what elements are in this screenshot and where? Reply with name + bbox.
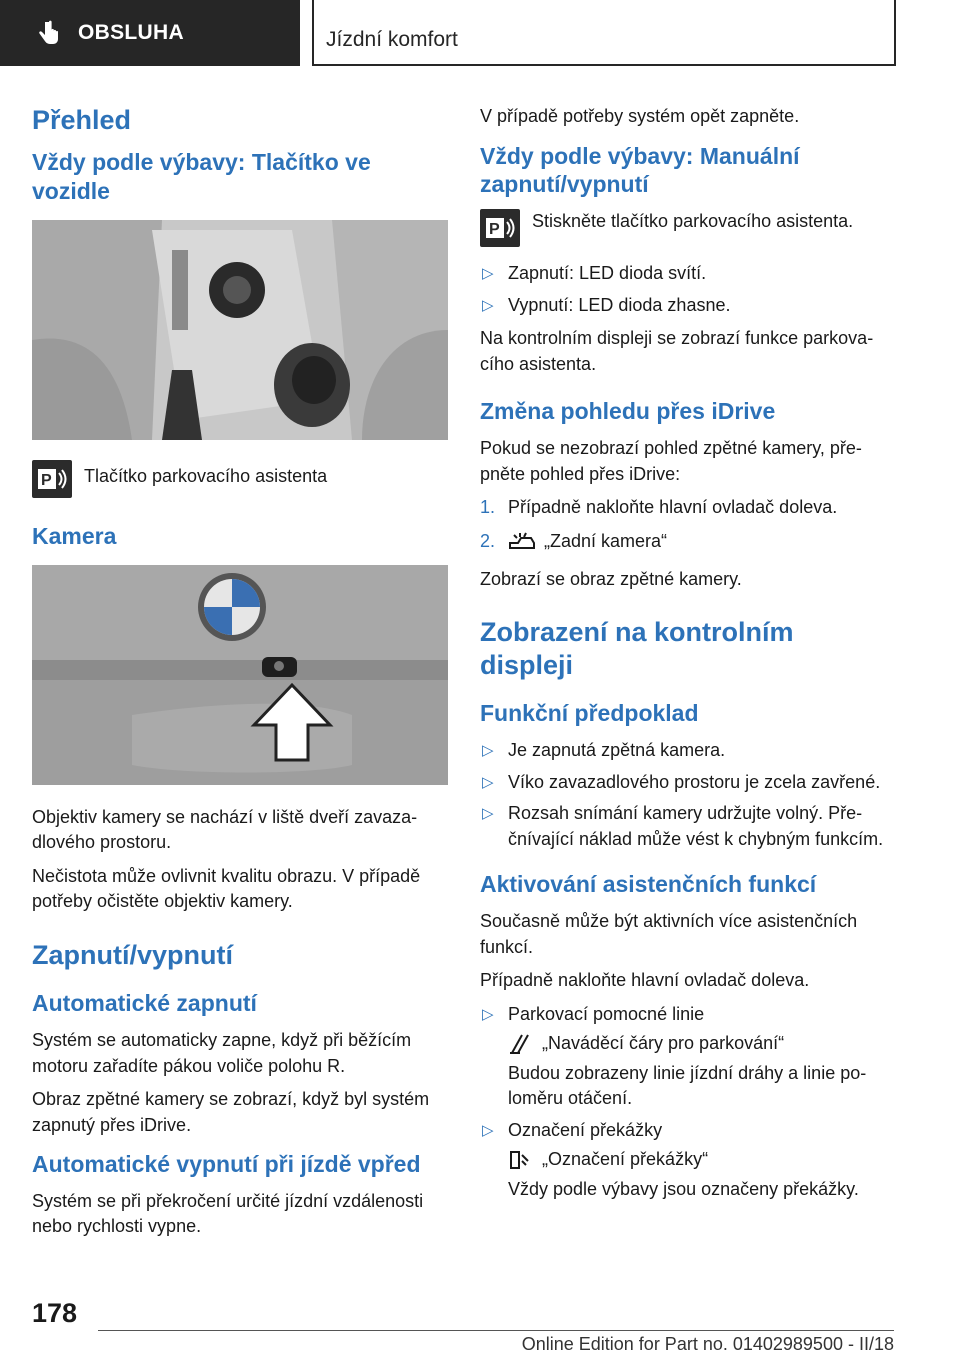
button-caption-row bbox=[32, 460, 448, 498]
heading-precondition: Funkční předpoklad bbox=[480, 700, 699, 727]
list-item: ▷ Rozsah snímání kamery udržujte volný. Přečnívající náklad může vést k chybným funkcím. bbox=[482, 803, 884, 849]
manual-caption: Stiskněte tlačítko parkovacího asistenta. bbox=[532, 211, 854, 232]
parking-assist-icon bbox=[32, 460, 72, 498]
bullet-triangle-icon: ▷ bbox=[482, 742, 494, 760]
heading-button: Vždy podle výbavy: Tlačítko ve vozidle bbox=[32, 149, 371, 205]
footer-divider bbox=[98, 1330, 894, 1331]
heading-auto-off: Automatické vypnutí při jízdě vpřed bbox=[32, 1151, 421, 1178]
auto-on-text-1: Systém se automaticky zapne, když při běžícím motoru zařadíte pákou voliče polohu R. bbox=[32, 1029, 412, 1076]
list-item: ▷ Je zapnutá zpětná kamera. bbox=[482, 740, 726, 761]
camera-photo bbox=[32, 565, 448, 785]
heading-view: Změna pohledu přes iDrive bbox=[480, 398, 776, 425]
heading-onoff: Zapnutí/vypnutí bbox=[32, 939, 233, 970]
bullet-triangle-icon: ▷ bbox=[482, 1005, 494, 1023]
parking-lines-icon bbox=[508, 1033, 534, 1055]
heading-overview: Přehled bbox=[32, 105, 132, 135]
svg-text:P: P bbox=[489, 221, 500, 239]
page-number: 178 bbox=[32, 1298, 78, 1328]
heading-auto-on: Automatické zapnutí bbox=[32, 990, 257, 1017]
heading-display: Zobrazení na kontrolním displeji bbox=[480, 617, 794, 680]
svg-text:P: P bbox=[41, 471, 52, 489]
list-item: 2. „Zadní kamera“ bbox=[480, 530, 668, 551]
auto-off-text: Systém se při překročení určité jízdní vzdálenosti nebo rychlosti vypne. bbox=[32, 1190, 424, 1237]
list-item: 1. Případně nakloňte hlavní ovladač doleva. bbox=[480, 497, 838, 518]
section-title: OBSLUHA bbox=[78, 21, 184, 44]
parking-assist-icon bbox=[480, 209, 520, 247]
bullet-triangle-icon: ▷ bbox=[482, 296, 494, 314]
chapter-title: Jízdní komfort bbox=[326, 28, 458, 51]
heading-camera: Kamera bbox=[32, 522, 117, 549]
hand-icon bbox=[36, 20, 62, 46]
manual-text: Na kontrolním displeji se zobrazí funkce parkovacího asistenta. bbox=[480, 328, 874, 374]
button-caption: Tlačítko parkovacího asistenta bbox=[84, 465, 328, 486]
section-tab bbox=[0, 0, 300, 66]
assist-list bbox=[480, 1002, 894, 1203]
view-steps bbox=[480, 495, 894, 559]
console-photo bbox=[32, 220, 448, 440]
right-column bbox=[480, 96, 894, 1210]
heading-assist: Aktivování asistenčních funkcí bbox=[480, 871, 817, 898]
list-item: ▷ Zapnutí: LED dioda svítí. bbox=[482, 263, 707, 284]
auto-on-text-2: Obraz zpětné kamery se zobrazí, když byl systém zapnutý přes iDrive. bbox=[32, 1089, 430, 1135]
rear-camera-icon bbox=[508, 531, 536, 551]
bullet-triangle-icon: ▷ bbox=[482, 265, 494, 283]
intro-text: V případě potřeby systém opět zapněte. bbox=[480, 106, 800, 126]
list-item: ▷ Parkovací pomocné linie „Naváděcí čáry pro parkování“ Budou zobrazeny linie jízdní dráhy a linie poloměru otáčení. bbox=[482, 1003, 867, 1109]
precondition-list bbox=[480, 738, 894, 852]
list-item: ▷ Víko zavazadlového prostoru je zcela zavřené. bbox=[482, 771, 881, 792]
manual-caption-row bbox=[480, 209, 894, 247]
list-item: ▷ Vypnutí: LED dioda zhasne. bbox=[482, 294, 731, 315]
manual-list bbox=[480, 261, 894, 318]
bullet-triangle-icon: ▷ bbox=[482, 773, 494, 791]
view-text: Pokud se nezobrazí pohled zpětné kamery, přepněte pohled přes iDrive: bbox=[480, 437, 862, 484]
list-item: ▷ Označení překážky „Označení překážky“ Vždy podle výbavy jsou označeny překážky. bbox=[482, 1119, 859, 1199]
bullet-triangle-icon: ▷ bbox=[482, 1121, 494, 1139]
view-text-2: Zobrazí se obraz zpětné kamery. bbox=[480, 568, 742, 589]
camera-text-2: Nečistota může ovlivnit kvalitu obrazu. V případě potřeby očistěte objektiv kamery. bbox=[32, 865, 421, 912]
chapter-header bbox=[312, 0, 896, 66]
bullet-triangle-icon: ▷ bbox=[482, 805, 494, 823]
heading-manual: Vždy podle výbavy: Manuální zapnutí/vypnutí bbox=[480, 142, 800, 198]
assist-text-2: Případně nakloňte hlavní ovladač doleva. bbox=[480, 970, 810, 991]
left-column bbox=[32, 96, 448, 1248]
edition-text: Online Edition for Part no. 01402989500 - II/18 bbox=[521, 1334, 894, 1354]
assist-text-1: Současně může být aktivních více asistenčních funkcí. bbox=[480, 910, 858, 957]
obstacle-marking-icon bbox=[508, 1149, 534, 1171]
camera-text-1: Objektiv kamery se nachází v liště dveří zavazadlového prostoru. bbox=[32, 806, 418, 853]
